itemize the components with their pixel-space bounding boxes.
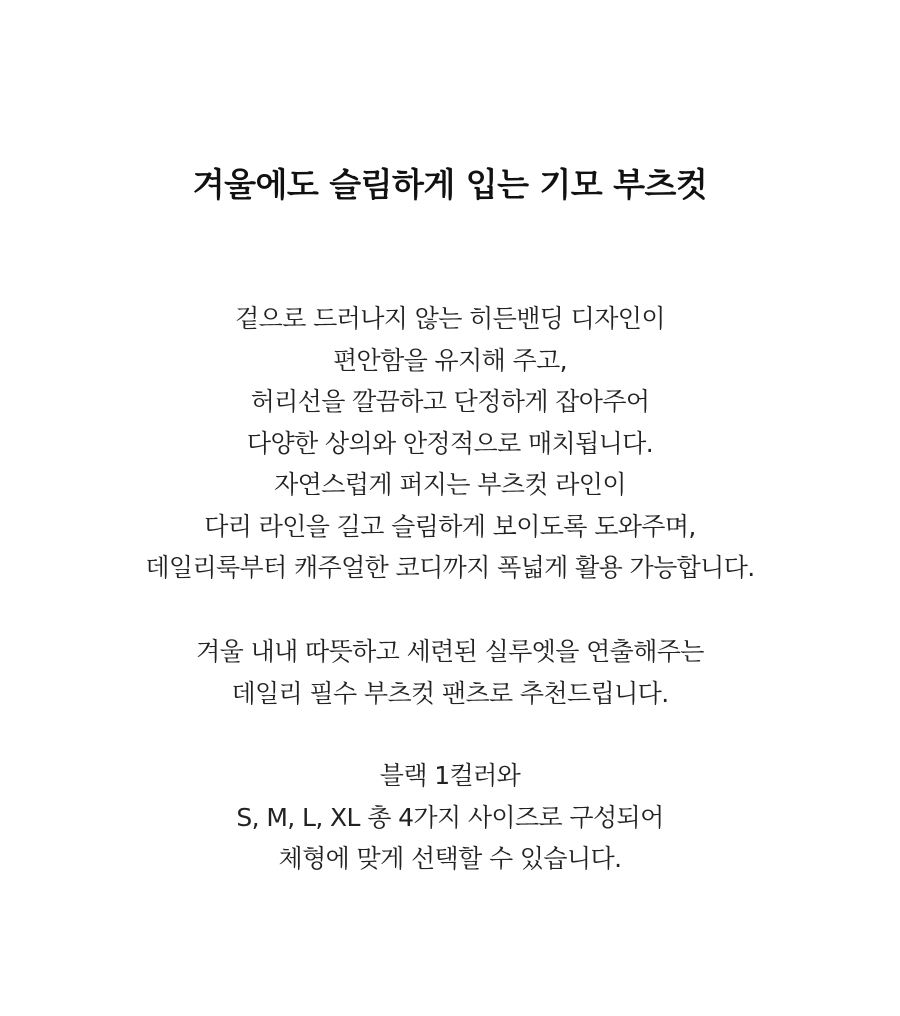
description-line: 허리선을 깔끔하고 단정하게 잡아주어: [250, 387, 650, 416]
page-title: 겨울에도 슬림하게 입는 기모 부츠컷: [192, 165, 708, 205]
description-line: 데일리룩부터 캐주얼한 코디까지 폭넓게 활용 가능합니다.: [145, 553, 755, 582]
description-line: 체형에 맞게 선택할 수 있습니다.: [278, 844, 622, 873]
description-line: 다리 라인을 길고 슬림하게 보이도록 도와주며,: [204, 511, 696, 541]
description-paragraph-design: [0, 298, 900, 589]
description-line: S, M, L, XL 총 4가지 사이즈로 구성되어: [236, 802, 664, 832]
description-paragraph-options: [0, 755, 900, 880]
description-line: 데일리 필수 부츠컷 팬츠로 추천드립니다.: [231, 678, 669, 708]
description-line: 자연스럽게 퍼지는 부츠컷 라인이: [274, 470, 626, 499]
description-line: 다양한 상의와 안정적으로 매치됩니다.: [246, 428, 654, 458]
description-line: 블랙 1컬러와: [379, 761, 521, 790]
description-line: 편안함을 유지해 주고,: [333, 345, 567, 375]
description-paragraph-recommendation: [0, 631, 900, 714]
description-line: 겨울 내내 따뜻하고 세련된 실루엣을 연출해주는: [196, 637, 704, 666]
description-line: 겉으로 드러나지 않는 히든밴딩 디자인이: [235, 304, 665, 333]
